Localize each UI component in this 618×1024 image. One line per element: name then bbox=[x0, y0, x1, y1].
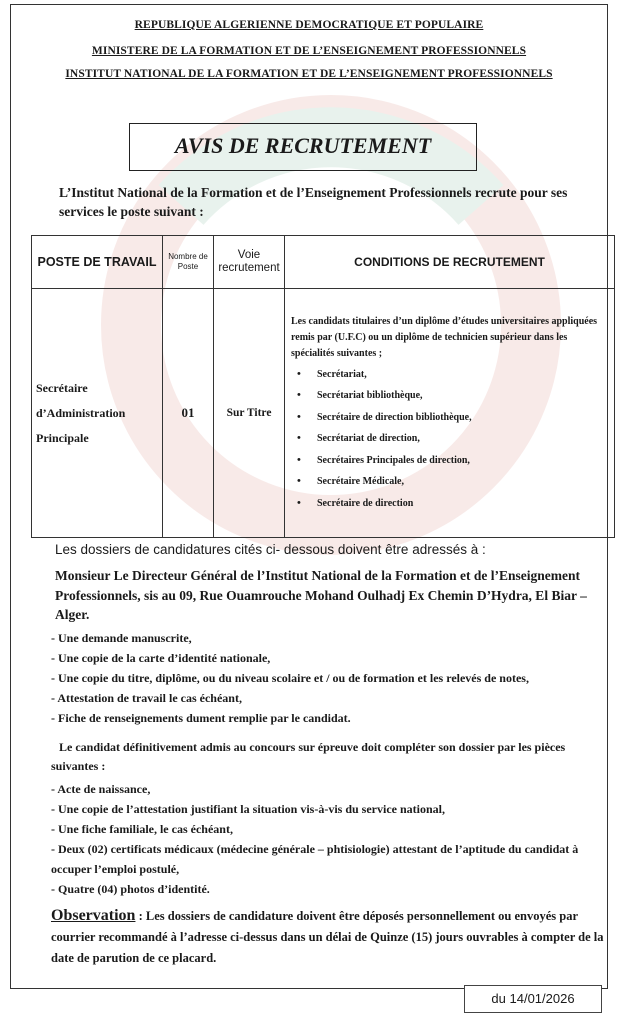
conditions-text: Les candidats titulaires d’un diplôme d’études universitaires appliquées remis par (U.F.C) ou un diplôme de technicien supérieur dans les spécialités suivantes ; bbox=[291, 315, 598, 359]
list-item: • Secrétaire de direction bbox=[317, 493, 608, 515]
col-voie-header: Voie recrutement bbox=[214, 236, 285, 289]
dossiers-intro: Les dossiers de candidatures cités ci- dessous doivent être adressés à : bbox=[55, 542, 486, 557]
document-page bbox=[10, 4, 608, 989]
list-item: • Secrétaire de direction bibliothèque, bbox=[317, 407, 608, 429]
observation-text: : Les dossiers de candidature doivent être déposés personnellement ou envoyés par courrier recommandé à l’adresse ci-dessus dans un délai de Quinze (15) jours ouvrables à compter de la date de parution de ce placard. bbox=[51, 909, 604, 965]
col-conditions-header: CONDITIONS DE RECRUTEMENT bbox=[285, 236, 615, 289]
cell-nombre: 01 bbox=[163, 289, 214, 538]
title-box bbox=[129, 123, 477, 171]
poste-line-3: Principale bbox=[36, 430, 89, 445]
list-item: • Secrétaire Médicale, bbox=[317, 471, 608, 493]
list-item: • Secrétariat de direction, bbox=[317, 428, 608, 450]
page-title: AVIS DE RECRUTEMENT bbox=[174, 133, 432, 158]
list-item: • Secrétaires Principales de direction, bbox=[317, 450, 608, 472]
date-stamp: du 14/01/2026 bbox=[464, 985, 602, 1013]
header-institut: INSTITUT NATIONAL DE LA FORMATION ET DE L’ENSEIGNEMENT PROFESSIONNELS bbox=[65, 68, 553, 80]
list-item: - Une demande manuscrite, bbox=[51, 631, 192, 645]
list-item: - Quatre (04) photos d’identité. bbox=[51, 882, 210, 896]
list-item: - Fiche de renseignements dument remplie par le candidat. bbox=[51, 711, 351, 725]
list-item: • Secrétariat, bbox=[317, 364, 608, 386]
table-row bbox=[32, 289, 615, 538]
col-poste-header: POSTE DE TRAVAIL bbox=[32, 236, 163, 289]
table-header-row bbox=[32, 236, 615, 289]
list-item: - Une copie du titre, diplôme, ou du niveau scolaire et / ou de formation et les relevés de notes, bbox=[51, 671, 529, 685]
list-item: - Deux (02) certificats médicaux (médecine générale – phtisiologie) attestant de l’aptitude du candidat à occuper l’emploi postulé, bbox=[51, 842, 579, 876]
header-republique: REPUBLIQUE ALGERIENNE DEMOCRATIQUE ET POPULAIRE bbox=[134, 19, 484, 31]
specialites-list bbox=[291, 364, 608, 515]
list-item: - Attestation de travail le cas échéant, bbox=[51, 691, 242, 705]
cell-poste bbox=[32, 289, 163, 538]
observation-label: Observation bbox=[51, 907, 136, 924]
list-item: - Une fiche familiale, le cas échéant, bbox=[51, 822, 233, 836]
list-item: • Secrétariat bibliothèque, bbox=[317, 385, 608, 407]
list-item: - Une copie de la carte d’identité nationale, bbox=[51, 651, 271, 665]
list-item: - Une copie de l’attestation justifiant la situation vis-à-vis du service national, bbox=[51, 802, 445, 816]
admis-intro: Le candidat définitivement admis au concours sur épreuve doit compléter son dossier par les pièces suivantes : bbox=[51, 740, 566, 773]
pieces-list-2 bbox=[51, 779, 607, 899]
header-ministere: MINISTERE DE LA FORMATION ET DE L’ENSEIGNEMENT PROFESSIONNELS bbox=[91, 45, 527, 57]
cell-voie: Sur Titre bbox=[214, 289, 285, 538]
poste-line-2: d’Administration bbox=[36, 405, 126, 420]
poste-line-1: Secrétaire bbox=[36, 380, 88, 395]
address-block: Monsieur Le Directeur Général de l’Institut National de la Formation et de l’Enseignement Professionnels, sis au 09, Rue Ouamrouche Mohand Oulhadj Ex Chemin D’Hydra, El Biar – Alger. bbox=[55, 568, 587, 622]
observation-block bbox=[51, 905, 607, 969]
cell-conditions bbox=[285, 289, 615, 538]
recruitment-table bbox=[31, 235, 615, 538]
intro-text: L’Institut National de la Formation et de l’Enseignement Professionnels recrute pour ses services le poste suivant : bbox=[59, 185, 568, 219]
pieces-list-1 bbox=[51, 628, 607, 728]
list-item: - Acte de naissance, bbox=[51, 782, 151, 796]
col-nombre-header: Nombre de Poste bbox=[163, 236, 214, 289]
